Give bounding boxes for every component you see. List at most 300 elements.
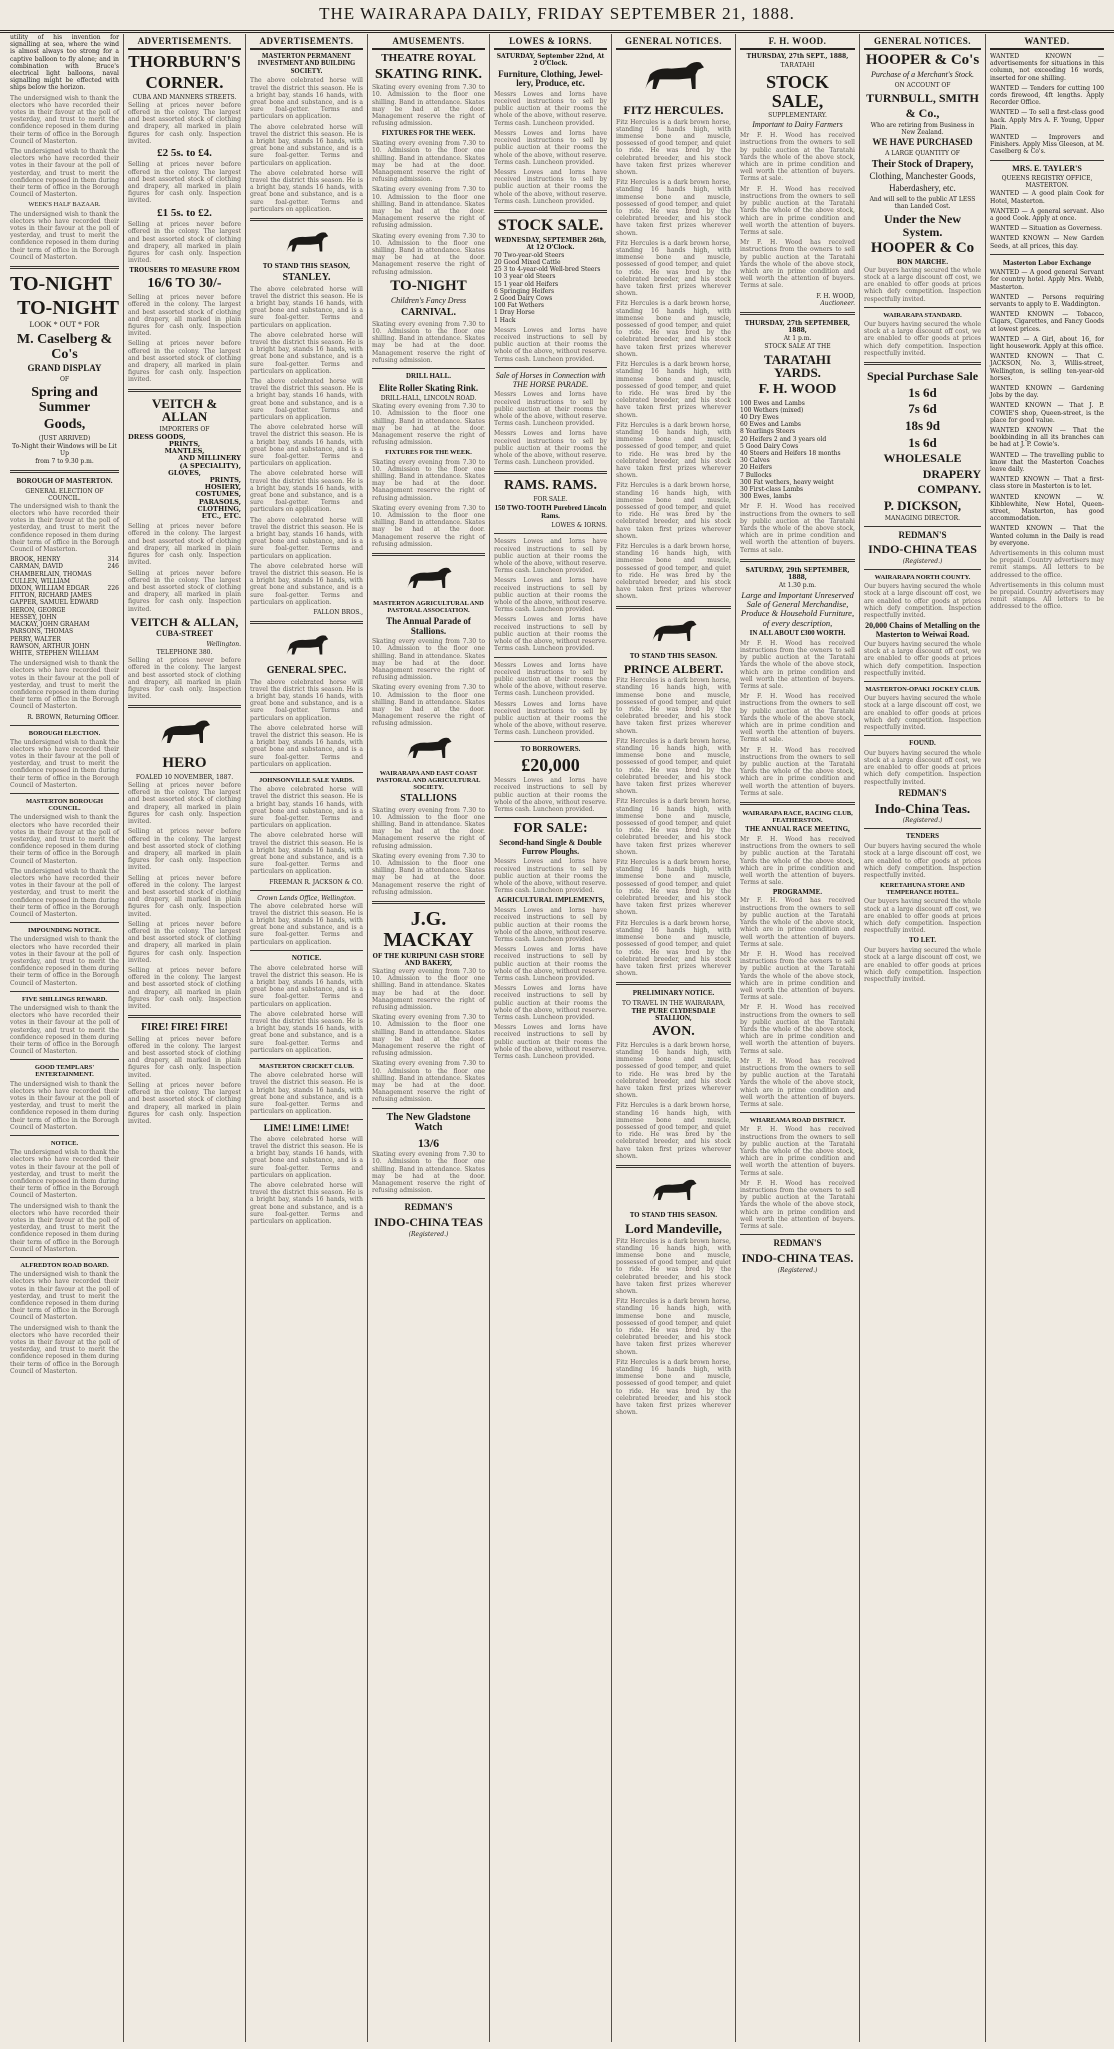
clothing-line: Clothing, Manchester Goods, — [869, 171, 976, 182]
filler-text: Selling at prices never before offered in the colony. The largest and best assorted stock of clothing and drapery, all marked in plain figures for cash only. Inspection invited. — [128, 569, 241, 613]
hooper-footer: HOOPER & Co — [870, 240, 975, 257]
co-heading: & Co., — [905, 106, 940, 121]
horse-illustration — [399, 561, 459, 597]
divider — [10, 793, 119, 794]
filler-text: Skating every evening from 7.30 to 10. Admission to the floor one shilling. Band in attendance. Skates may be had at the door. Management reserve the right of refusing admission. — [372, 806, 485, 850]
purchase-heading: Purchase of a Merchant's Stock. — [870, 69, 975, 79]
filler-text: Skating every evening from 7.30 to 10. Admission to the floor one shilling. Band in attendance. Skates may be had at the door. Management reserve the right of refusing admission. — [372, 84, 485, 128]
stock-item: 8 Yearlings Steers — [740, 428, 796, 436]
candidate-row: HESSEY, JOHN — [10, 613, 57, 621]
candidate-list — [10, 556, 119, 657]
column-header: ADVERTISEMENTS. — [250, 34, 363, 50]
filler-text: Selling at prices never before offered in the colony. The largest and best assorted stock of clothing and drapery, all marked in plain figures for cash only. Inspection invited. — [128, 828, 241, 872]
goods-item: COSTUMES, — [195, 490, 241, 499]
time-label-2: At 1.30 p.m. — [778, 581, 817, 589]
lookout-line: LOOK * OUT * FOR — [29, 320, 100, 330]
supplementary-label: SUPPLEMENTARY. — [768, 112, 827, 120]
alfredton-heading: ALFREDTON ROAD BOARD. — [20, 1262, 109, 1270]
we-have-purchased: WE HAVE PURCHASED — [872, 136, 973, 147]
thursday-date: THURSDAY, 27th SEPTEMBER, 1888, — [744, 319, 851, 334]
candidate-row: RAWSON, ARTHUR JOHN — [10, 642, 90, 650]
column-6 — [612, 34, 736, 2042]
filler-text: Fitz Hercules is a dark brown horse, standing 16 hands high, with immense bone and muscle, possessed of good temper, and quiet to ride. He was bred by the celebrated breeder, and his stock have taken first prizes wherever shown. — [616, 421, 731, 480]
stock-item: 20 Heifers 2 and 3 years old — [740, 435, 827, 443]
horse-illustration — [279, 629, 335, 663]
filler-text: Fitz Hercules is a dark brown horse, standing 16 hands high, with immense bone and muscle, possessed of good temper, and quiet to ride. He was bred by the celebrated breeder, and his stock have taken first prizes wherever shown. — [616, 798, 731, 856]
divider — [128, 389, 241, 392]
registered-label: (Registered.) — [777, 1266, 818, 1274]
column-7 — [736, 34, 860, 2042]
carnival-heading: CARNIVAL. — [400, 307, 457, 319]
wanted-item: WANTED — Improvers and Finishers. Apply Miss Gleeson, at M. Caselberg & Co's. — [990, 134, 1104, 156]
divider — [250, 621, 363, 624]
wellington-label: Wellington. — [206, 641, 241, 649]
divider — [864, 362, 981, 365]
stock-list — [740, 400, 855, 501]
road-district-heading: WHAREAMA ROAD DISTRICT. — [749, 1117, 846, 1125]
filler-text: The above celebrated horse will travel the district this season. He is a bright bay, stands 16 hands, with great bone and substance, and is a sure foal-getter. Terms and particulars on application. — [250, 902, 363, 946]
filler-text: Selling at prices never before offered in the colony. The largest and best assorted stock of clothing and drapery, all marked in plain figures for cash only. Inspection invited. — [128, 874, 241, 918]
candidate-row: CULLEN, WILLIAM — [10, 577, 71, 585]
cricket-heading: MASTERTON CRICKET CLUB. — [259, 1062, 354, 1070]
filler-text: The above celebrated horse will travel the district this season. He is a bright bay, stands 16 hands, with great bone and substance, and is a sure foal-getter. Terms and particulars on application. — [250, 470, 363, 514]
stand-heading-2: TO STAND THIS SEASON. — [629, 1211, 718, 1219]
rams-heading: RAMS. RAMS. — [504, 478, 597, 494]
election-heading: BOROUGH ELECTION. — [28, 729, 101, 737]
filler-text: Fitz Hercules is a dark brown horse, standing 16 hands high, with immense bone and muscle, possessed of good temper, and quiet to ride. He was bred by the celebrated breeder, and his stock have taken first prizes wherever shown. — [616, 1358, 731, 1417]
society-heading: MASTERTON PERMANENT INVESTMENT AND BUILDING SOCIETY. — [257, 53, 356, 75]
divider — [990, 160, 1104, 161]
divider — [372, 368, 485, 369]
divider — [864, 681, 981, 682]
drill-hall-heading: DRILL HALL. — [405, 372, 452, 381]
filler-text: Skating every evening from 7.30 to 10. Admission to the floor one shilling. Band in attendance. Skates may be had at the door. Management reserve the right of refusing admission. — [372, 1060, 485, 1104]
freeman-signature: FREEMAN R. JACKSON & CO. — [269, 878, 363, 886]
filler-text: Mr F. H. Wood has received instructions from the owners to sell by public auction at the Taratahi Yards the whole of the above stock, which are in prime condition and well worth the attention of buyers. Terms at sale. — [740, 746, 855, 797]
divider — [740, 1234, 855, 1235]
filler-text: Messrs Lowes and Iorns have received instructions to sell by public auction at their rooms the whole of the above, without reserve. Terms cash. Luncheon provided. — [494, 700, 607, 737]
livestock-item: 6 Springing Heifers — [494, 287, 555, 295]
filler-text: Mr F. H. Wood has received instructions from the owners to sell by public auction at the Taratahi Yards the whole of the above stock, which are in prime condition and well worth the attention of buyers. Terms at sale. — [740, 1057, 855, 1108]
wanted-item: WANTED KNOWN — That C. JACKSON, No. 3, Willis-street, Wellington, is selling ten-year-old horses. — [990, 353, 1104, 382]
redman-heading: REDMAN'S — [773, 1238, 822, 1249]
auctioneer-label: Auctioneer. — [820, 299, 855, 307]
filler-text: Messrs Lowes and Iorns have received instructions to sell by public auction at their rooms the whole of the above, without reserve. Terms cash. Luncheon provided. — [494, 430, 607, 467]
divider — [494, 367, 607, 368]
divider — [10, 1135, 119, 1136]
filler-text: Messrs Lowes and Iorns have received instructions to sell by public auction at their rooms the whole of the above, without reserve. Terms cash. Luncheon provided. — [494, 326, 607, 363]
time-label: At 1 p.m. — [783, 334, 812, 342]
divider — [10, 922, 119, 923]
found-heading: FOUND. — [909, 739, 936, 748]
money-amount: £20,000 — [521, 755, 580, 776]
sale-yards-heading: JOHNSONVILLE SALE YARDS. — [258, 777, 355, 785]
fixtures-heading-2: FIXTURES FOR THE WEEK. — [385, 449, 472, 457]
goods-heading: Goods, — [43, 417, 86, 433]
filler-text: Fitz Hercules is a dark brown horse, standing 16 hands high, with immense bone and muscle, possessed of good temper, and quiet to ride. He was bred by the celebrated breeder, and his stock have taken first prizes wherever shown. — [616, 677, 731, 735]
large-quantity: A LARGE QUANTITY OF — [885, 149, 960, 157]
stock-item: 300 Ewes, lambs — [740, 493, 792, 501]
livestock-item: 15 1 year old Heifers — [494, 280, 559, 288]
filler-text: Skating every evening from 7.30 to 10. Admission to the floor one shilling. Band in attendance. Skates may be had at the door. Management reserve the right of refusing admission. — [372, 458, 485, 502]
price-2: 7s 6d — [908, 401, 937, 417]
filler-text: Messrs Lowes and Iorns have received instructions to sell by public auction at their rooms the whole of the above, without reserve. Terms cash. Luncheon provided. — [494, 168, 607, 205]
filler-text: The undersigned wish to thank the electors who have recorded their votes in their favour at the poll of yesterday, and trust to merit the confidence reposed in them during their term of office in the Borough Council of Masterton. — [10, 1324, 119, 1375]
sale-date: SATURDAY, September 22nd, At 2 O'Clock. — [496, 53, 605, 67]
divider — [372, 553, 485, 556]
drill-street: DRILL-HALL, LINCOLN ROAD. — [380, 395, 477, 403]
stock-item: 30 Calves — [740, 457, 770, 465]
filler-text: The undersigned wish to thank the electors who have recorded their votes in their favour at the poll of yesterday, and trust to merit the confidence reposed in them during their term of office in the Borough Council of Masterton. — [10, 936, 119, 987]
good-templars-heading: GOOD TEMPLARS' ENTERTAINMENT. — [34, 1064, 95, 1079]
council-heading: MASTERTON BOROUGH COUNCIL. — [25, 798, 104, 813]
candidate-row: BROOK, HENRY 314 — [10, 556, 119, 564]
thorburn-heading: THORBURN'S — [128, 52, 241, 71]
veitch-heading: VEITCH & ALLAN — [151, 395, 218, 425]
divider — [864, 307, 981, 308]
wanted-item: WANTED KNOWN — That the bookbinding in all its branches can be had at J. P. Cowie's. — [990, 426, 1104, 449]
filler-text: Selling at prices never before offered in the colony. The largest and best assorted stock of clothing and drapery, all marked in plain figures for cash only. Inspection invited. — [128, 657, 241, 701]
wanted-item: WANTED KNOWN — That J. P. COWIE'S shop, Queen-street, is the place for good value. — [990, 402, 1104, 424]
filler-text: The undersigned wish to thank the electors who have recorded their votes in their favour at the poll of yesterday, and trust to merit the confidence reposed in them during their term of office in the Borough Council of Masterton. — [10, 1271, 119, 1322]
wanted-item: WANTED KNOWN — That a first-class store in Masterton is to let. — [990, 476, 1104, 491]
livestock-item: 20 Good Mixed Cattle — [494, 258, 561, 266]
column-header: GENERAL NOTICES. — [616, 34, 731, 50]
livestock-item: 100 Fat Wethers — [494, 302, 545, 310]
filler-text: Fitz Hercules is a dark brown horse, standing 16 hands high, with immense bone and muscle, possessed of good temper, and quiet to ride. He was bred by the celebrated breeder, and his stock have taken first prizes wherever shown. — [616, 179, 731, 237]
candidate-row: WHITE, STEPHEN WILLIAM — [10, 649, 99, 657]
notice-heading: NOTICE. — [291, 953, 322, 962]
candidate-row: PARSONS, THOMAS — [10, 628, 74, 636]
filler-text: Fitz Hercules is a dark brown horse, standing 16 hands high, with immense bone and muscle, possessed of good temper, and quiet to ride. He was bred by the celebrated breeder, and his stock have taken first prizes wherever shown. — [616, 118, 731, 177]
hours-line: from 7 to 9.30 p.m. — [35, 458, 94, 466]
watch-price: 13/6 — [417, 1135, 440, 1150]
goods-item: PRINTS, — [168, 440, 201, 449]
divider — [250, 950, 363, 951]
filler-text: Skating every evening from 7.30 to 10. Admission to the floor one shilling. Band in attendance. Skates may be had at the door. Management reserve the right of refusing admission. — [372, 140, 485, 184]
indo-china-heading-2: Indo-China Teas. — [874, 800, 971, 816]
filler-text: Fitz Hercules is a dark brown horse, standing 16 hands high, with immense bone and muscle, possessed of good temper, and quiet to ride. He was bred by the celebrated breeder, and his stock have taken first prizes wherever shown. — [616, 1237, 731, 1295]
filler-text: Fitz Hercules is a dark brown horse, standing 16 hands high, with immense bone and muscle, possessed of good temper, and quiet to ride. He was bred by the celebrated breeder, and his stock have taken first prizes wherever shown. — [616, 919, 731, 978]
drapery-heading: DRAPERY — [922, 466, 981, 481]
goods-list — [128, 434, 241, 520]
trousers-heading: TROUSERS TO MEASURE FROM — [129, 267, 240, 275]
stallions-heading: STALLIONS — [400, 793, 457, 804]
registered-label-2: (Registered.) — [902, 817, 943, 825]
sale-value: IN ALL ABOUT £300 WORTH. — [749, 629, 846, 638]
divider — [864, 569, 981, 570]
filler-text: Mr F. H. Wood has received instructions from the owners to sell by public auction at the Taratahi Yards the whole of the above stock, which are in prime condition and well worth the attention of buyers. Terms at sale. — [740, 1126, 855, 1177]
fitz-hercules-heading: FITZ HERCULES. — [623, 103, 724, 117]
filler-text: Mr F. H. Wood has received instructions from the owners to sell by public auction at the Taratahi Yards the whole of the above stock, which are in prime condition and well worth the attention of buyers. Terms at sale. — [740, 1004, 855, 1055]
divider — [494, 533, 607, 534]
filler-text: Skating every evening from 7.30 to 10. Admission to the floor one shilling. Band in attendance. Skates may be had at the door. Management reserve the right of refusing admission. — [372, 320, 485, 364]
of-label: OF — [59, 376, 70, 384]
general-election: GENERAL ELECTION OF COUNCIL. — [25, 487, 104, 502]
divider — [864, 526, 981, 527]
price-range-2: £1 5s. to £2. — [157, 206, 212, 219]
price-1: 1s 6d — [908, 384, 937, 400]
goods-item: (A SPECIALITY), — [179, 461, 241, 470]
cuba-street: CUBA-STREET — [156, 629, 213, 639]
candidate-row: DIXON, WILLIAM EDGAR 226 — [10, 585, 119, 593]
filler-text: The undersigned wish to thank the electors who have recorded their votes in their favour at the poll of yesterday, and trust to merit the confidence reposed in them during their term of office in the Borough Council of Masterton. — [10, 502, 119, 554]
candidate-row: PERRY, WALTER — [10, 635, 61, 643]
divider — [740, 1112, 855, 1113]
filler-text: The above celebrated horse will travel the district this season. He is a bright bay, stands 16 hands, with great bone and substance, and is a sure foal-getter. Terms and particulars on application. — [250, 331, 363, 375]
caselberg-heading: M. Caselberg & Co's — [16, 331, 113, 362]
travel-heading: TO TRAVEL IN THE WAIRARAPA, — [621, 1000, 726, 1007]
just-arrived: (JUST ARRIVED) — [38, 435, 91, 443]
wanted-item: WANTED — The travelling public to know that the Masterton Coaches leave daily. — [990, 451, 1104, 473]
horse-illustration — [153, 713, 217, 753]
preliminary-notice: PRELIMINARY NOTICE. — [632, 989, 715, 998]
filler-text: Fitz Hercules is a dark brown horse, standing 16 hands high, with immense bone and muscle, possessed of good temper, and quiet to ride. He was bred by the celebrated breeder, and his stock have taken first prizes wherever shown. — [616, 1041, 731, 1100]
theatre-heading: THEATRE ROYAL — [381, 52, 476, 64]
bazaar-heading: WEEK'S HALF BAZAAR. — [28, 201, 101, 209]
livestock-item: 1 Hack — [494, 316, 516, 324]
filler-text: The undersigned wish to thank the electors who have recorded their votes in their favour at the poll of yesterday, and trust to merit the confidence reposed in them during their term of office in the Borough Council of Masterton. — [10, 1149, 119, 1200]
pastoral-heading: MASTERTON AGRICULTURAL AND PASTORAL ASSOCIATION. — [373, 599, 484, 615]
filler-text: Selling at prices never before offered in the colony. The largest and best assorted stock of clothing and drapery, all marked in plain figures for cash only. Inspection invited. — [128, 966, 241, 1010]
filler-text: Skating every evening from 7.30 to 10. Admission to the floor one shilling. Band in attendance. Skates may be had at the door. Management reserve the right of refusing admission. — [372, 232, 485, 276]
divider — [864, 735, 981, 736]
filler-text: Skating every evening from 7.30 to 10. Admission to the floor one shilling. Band in attendance. Skates may be had at the door. Management reserve the right of refusing admission. — [372, 967, 485, 1011]
filler-text: Selling at prices never before offered in the colony. The largest and best assorted stock of clothing and drapery, all marked in plain figures for cash only. Inspection invited. — [128, 523, 241, 567]
filler-text: Mr F. H. Wood has received instructions from the owners to sell by public auction at the Taratahi Yards the whole of the above stock, which are in prime condition and well worth the attention of buyers. Terms at sale. — [740, 897, 855, 948]
fire-heading: FIRE! FIRE! FIRE! — [141, 1022, 228, 1034]
wanted-item: WANTED — A good plain Cook for Hotel, Masterton. — [990, 190, 1104, 205]
filler-text: The above celebrated horse will travel the district this season. He is a bright bay, stands 16 hands, with great bone and substance, and is a sure foal-getter. Terms and particulars on application. — [250, 678, 363, 722]
tonight-right: TO-NIGHT — [17, 297, 119, 320]
goods-item: DRESS GOODS, — [128, 432, 186, 441]
filler-text: The above celebrated horse will travel the district this season. He is a bright bay, stands 16 hands, with great bone and substance, and is a sure foal-getter. Terms and particulars on application. — [250, 832, 363, 876]
divider — [250, 772, 363, 773]
mackay-heading: J.G. MACKAY — [383, 907, 474, 951]
column-1 — [6, 34, 124, 2042]
column-9 — [986, 34, 1108, 2042]
parade-heading: The Annual Parade of Stallions. — [386, 616, 471, 636]
filler-text: Selling at prices never before offered in the colony. The largest and best assorted stock of clothing and drapery, all marked in plain figures for cash only. Inspection invited. — [128, 101, 241, 145]
divider — [250, 1058, 363, 1059]
stand-heading: TO STAND THIS SEASON. — [629, 652, 718, 660]
filler-text: Skating every evening from 7.30 to 10. Admission to the floor one shilling. Band in attendance. Skates may be had at the door. Management reserve the right of refusing admission. — [372, 186, 485, 230]
filler-text: The undersigned wish to thank the electors who have recorded their votes in their favour at the poll of yesterday, and trust to merit the confidence reposed in them during their term of office in the Borough Council of Masterton. — [10, 1202, 119, 1253]
filler-text: Fitz Hercules is a dark brown horse, standing 16 hands high, with immense bone and muscle, possessed of good temper, and quiet to ride. He was bred by the celebrated breeder, and his stock have taken first prizes wherever shown. — [616, 361, 731, 419]
price-range-3: 16/6 TO 30/- — [147, 276, 222, 292]
horse-illustration — [634, 53, 714, 101]
column-2 — [124, 34, 246, 2042]
lowes-signature: LOWES & IORNS. — [551, 522, 607, 530]
divider — [10, 1059, 119, 1060]
filler-text: Skating every evening from 7.30 to 10. Admission to the floor one shilling. Band in attendance. Skates may be had at the door. Management reserve the right of refusing admission. — [372, 1014, 485, 1058]
chains-heading: 20,000 Chains of Metalling on the Masterton to Weiwai Road. — [865, 621, 980, 639]
divider — [494, 210, 607, 213]
filler-text: Selling at prices never before offered in the colony. The largest and best assorted stock of clothing and drapery, all marked in plain figures for cash only. Inspection invited. — [128, 161, 241, 205]
carnival-subheading: Children's Fancy Dress — [390, 295, 467, 305]
wanted-item: WANTED KNOWN — That the Wanted column in the Daily is read by everyone. — [990, 525, 1104, 547]
filler-text: Advertisements in this column must be prepaid. Country advertisers may remit stamps. All letters to be addressed to the office. — [990, 581, 1104, 611]
bon-marche: BON MARCHE. — [896, 258, 949, 266]
filler-text: Selling at prices never before offered in the colony. The largest and best assorted stock of clothing and drapery, all marked in plain figures for cash only. Inspection invited. — [128, 920, 241, 964]
filler-text: The undersigned wish to thank the electors who have recorded their votes in their favour at the poll of yesterday, and trust to merit the confidence reposed in them during their term of office in the Borough Council of Masterton. — [10, 660, 119, 711]
column-5 — [490, 34, 612, 2042]
divider — [10, 470, 119, 473]
filler-text: Advertisements in this column must be prepaid. Country advertisers may remit stamps. All letters to be addressed to the office. — [990, 550, 1104, 579]
divider — [740, 559, 855, 562]
divider — [616, 1165, 731, 1168]
filler-text: Fitz Hercules is a dark brown horse, standing 16 hands high, with immense bone and muscle, possessed of good temper, and quiet to ride. He was bred by the celebrated breeder, and his stock have taken first prizes wherever shown. — [616, 859, 731, 917]
ploughs-heading: Second-hand Single & Double Furrow Ploughs. — [499, 837, 602, 856]
filler-text: The above celebrated horse will travel the district this season. He is a bright bay, stands 16 hands, with great bone and substance, and is a sure foal-getter. Terms and particulars on application. — [250, 424, 363, 468]
column-header: LOWES & IORNS. — [494, 34, 607, 50]
livestock-item: 2 Good Dairy Cows — [494, 294, 553, 302]
stock-item: 30 First-class Lambs — [740, 485, 804, 493]
goods-item: ETC., ETC. — [201, 512, 241, 521]
corner-heading: CORNER. — [145, 72, 224, 92]
registered-label: (Registered.) — [902, 558, 943, 566]
divider — [10, 1257, 119, 1258]
candidate-row: HERON, GEORGE — [10, 606, 66, 614]
wholesale-heading: WHOLESALE — [883, 451, 962, 466]
goods-item: PARASOLS, — [198, 497, 241, 506]
filler-text: Mr F. H. Wood has received instructions from the owners to sell by public auction at the Taratahi Yards the whole of the above stock, which are in prime condition and well worth the attention of buyers. Terms at sale. — [740, 836, 855, 887]
race-meeting-heading: THE ANNUAL RACE MEETING, — [745, 825, 850, 834]
filler-text: Selling at prices never before offered in the colony. The largest and best assorted stock of clothing and drapery, all marked in plain figures for cash only. Inspection invited. — [128, 1081, 241, 1125]
landed-cost: And will sell to the public AT LESS than Landed Cost. — [869, 195, 976, 210]
filler-text: Skating every evening from 7.30 to 10. Admission to the floor one shilling. Band in attendance. Skates may be had at the door. Management reserve the right of refusing admission. — [372, 504, 485, 548]
wanted-item: WANTED KNOWN — advertisements for situations in this column, not exceeding 16 words, inserted for one shilling. — [990, 53, 1104, 82]
registry-heading: QUEENS REGISTRY OFFICE, MASTERTON. — [1001, 175, 1093, 190]
price-3: 18s 9d — [904, 417, 941, 433]
goods-item: GLOVES, — [168, 468, 201, 477]
filler-text: Messrs Lowes and Iorns have received instructions to sell by public auction at their rooms the whole of the above, without reserve. Terms cash. Luncheon provided. — [494, 391, 607, 428]
column-header: GENERAL NOTICES. — [864, 34, 981, 50]
labor-exchange-heading: Masterton Labor Exchange — [1002, 257, 1092, 267]
candidate-row: GAPPER, SAMUEL EDWARD — [10, 599, 99, 607]
candidate-row: FITTON, RICHARD JAMES — [10, 592, 92, 600]
filler-text: Fitz Hercules is a dark brown horse, standing 16 hands high, with immense bone and muscle, possessed of good temper, and quiet to ride. He was bred by the celebrated breeder, and his stock have taken first prizes wherever shown. — [616, 300, 731, 358]
goods-item: CLOTHING, — [197, 504, 241, 513]
filler-text: The above celebrated horse will travel the district this season. He is a bright bay, stands 16 hands, with great bone and substance, and is a sure foal-getter. Terms and particulars on application. — [250, 1135, 363, 1179]
filler-text: Our buyers having secured the whole stock at a large discount off cost, we are enabled to offer goods at prices which defy competition. Inspection respectfully invited. — [864, 749, 981, 786]
candidate-row: CARMAN, DAVID 246 — [10, 563, 119, 571]
filler-text: Messrs Lowes and Iorns have received instructions to sell by public auction at their rooms the whole of the above, without reserve. Terms cash. Luncheon provided. — [494, 777, 607, 813]
notice-heading: NOTICE. — [50, 1140, 79, 1148]
wanted-item: WANTED KNOWN — New Garden Seeds, at all prices, this day. — [990, 235, 1104, 250]
rams-description: 150 TWO-TOOTH Purebred Lincoln Rams. — [494, 504, 607, 520]
horse-illustration — [279, 226, 335, 260]
filler-text: Messrs Lowes and Iorns have received instructions to sell by public auction at their rooms the whole of the above, without reserve. Terms cash. Luncheon provided. — [494, 129, 607, 166]
store-hotel-heading: KERETAHUNA STORE AND TEMPERANCE HOTEL. — [880, 882, 965, 897]
spring-summer: Spring and Summer — [31, 385, 98, 415]
horse-illustration — [644, 614, 704, 650]
filler-text: Messrs Lowes and Iorns have received instructions to sell by public auction at their rooms the whole of the above, without reserve. Terms cash. Luncheon provided. — [494, 577, 607, 614]
divider — [10, 991, 119, 992]
dairy-farmers-heading: Important to Dairy Farmers — [752, 120, 843, 130]
tonight-heading: TO-NIGHT — [390, 277, 467, 294]
goods-item: MANTLES, — [164, 447, 205, 456]
filler-text: Messrs Lowes and Iorns have received instructions to sell by public auction at their rooms the whole of the above, without reserve. Terms cash. Luncheon provided. — [494, 907, 607, 943]
filler-text: The above celebrated horse will travel the district this season. He is a bright bay, stands 16 hands, with great bone and substance, and is a sure foal-getter. Terms and particulars on application. — [250, 562, 363, 606]
wanted-item: WANTED — A good general Servant for country hotel. Apply Mrs. Webb, Masterton. — [990, 269, 1104, 291]
wanted-item: WANTED — Tenders for cutting 100 cords firewood, 4ft lengths. Apply Recorder Office. — [990, 84, 1104, 107]
divider — [740, 312, 855, 315]
filler-text: Selling at prices never before offered in the colony. The largest and best assorted stock of clothing and drapery, all marked in plain figures for cash only. Inspection invited. — [128, 294, 241, 338]
lord-mandeville-heading: Lord Mandeville, — [625, 1220, 722, 1236]
filler-text: Messrs Lowes and Iorns have received instructions to sell by public auction at their rooms the whole of the above, without reserve. Terms cash. Luncheon provided. — [494, 90, 607, 127]
column-8 — [860, 34, 986, 2042]
taylor-heading: MRS. E. TAYLER'S — [1012, 163, 1082, 173]
filler-text: Fitz Hercules is a dark brown horse, standing 16 hands high, with immense bone and muscle, possessed of good temper, and quiet to ride. He was bred by the celebrated breeder, and his stock have taken first prizes wherever shown. — [616, 1102, 731, 1160]
tonight-left: TO-NIGHT — [10, 273, 112, 296]
borough-heading: BOROUGH OF MASTERTON. — [16, 477, 113, 486]
saturday-date: SATURDAY, 29th SEPTEMBER, 1888, — [745, 566, 850, 581]
filler-text: The above celebrated horse will travel the district this season. He is a bright bay, stands 16 hands, with great bone and substance, and is a sure foal-getter. Terms and particulars on application. — [250, 123, 363, 167]
column-header: ADVERTISEMENTS. — [128, 34, 241, 50]
divider — [250, 1119, 363, 1120]
columns — [6, 34, 1108, 2044]
general-spec-heading: GENERAL SPEC. — [266, 665, 347, 677]
on-account-label: ON ACCOUNT OF — [894, 81, 951, 89]
filler-text: Skating every evening from 7.30 to 10. Admission to the floor one shilling. Band in attendance. Skates may be had at the door. Management reserve the right of refusing admission. — [372, 1151, 485, 1195]
livestock-list — [494, 252, 607, 324]
stock-item: 100 Wethers (mixed) — [740, 406, 804, 414]
wanted-item: WANTED — A general servant. Also a good Cook. Apply at once. — [990, 207, 1104, 223]
elite-heading: Elite Roller Skating Rink. — [378, 382, 479, 393]
filler-text: The above celebrated horse will travel the district this season. He is a bright bay, stands 16 hands, with great bone and substance, and is a sure foal-getter. Terms and particulars on application. — [250, 786, 363, 830]
filler-text: Mr F. H. Wood has received instructions from the owners to sell by public auction at the Taratahi Yards the whole of the above stock, which are in prime condition and well worth the attention of buyers. Terms at sale. — [740, 693, 855, 744]
for-sale-label: FOR SALE. — [533, 496, 568, 504]
column-header: F. H. WOOD. — [740, 34, 855, 50]
wanted-item: WANTED — Persons requiring servants to apply to E. Waddington. — [990, 293, 1104, 308]
dickson-heading: P. DICKSON, — [883, 497, 962, 513]
indo-china-heading: INDO-CHINA TEAS — [868, 542, 977, 557]
lime-heading: LIME! LIME! LIME! — [263, 1123, 350, 1134]
redman-heading-2: REDMAN'S — [898, 787, 947, 798]
filler-text: Messrs Lowes and Iorns have received instructions to sell by public auction at their rooms the whole of the above, without reserve. Terms cash. Luncheon provided. — [494, 538, 607, 575]
fixtures-heading: FIXTURES FOR THE WEEK. — [381, 129, 476, 138]
wanted-item: WANTED KNOWN — Tobacco, Cigars, Cigarettes, and Fancy Goods at lowest prices. — [990, 311, 1104, 333]
hooper-heading: HOOPER & Co's — [865, 52, 980, 68]
turnbull-heading: TURNBULL, SMITH — [866, 90, 979, 105]
indo-china-heading: INDO-CHINA TEAS. — [741, 1251, 854, 1266]
column-4 — [368, 34, 490, 2042]
filler-text: Mr F. H. Wood has received instructions from the owners to sell by public auction at the Taratahi Yards the whole of the above stock, which are in prime condition and well worth the attention of buyers. Terms at sale. — [740, 503, 855, 554]
filler-text: Mr F. H. Wood has received instructions from the owners to sell by public auction at the Taratahi Yards the whole of the above stock, which are in prime condition and well worth the attention of buyers. Terms at sale. — [740, 639, 855, 691]
filler-text: The undersigned wish to thank the electors who have recorded their votes in their favour at the poll of yesterday, and trust to merit the confidence reposed in them during their term of office in the Borough Council of Masterton. — [10, 738, 119, 789]
for-sale-heading: FOR SALE: — [513, 821, 588, 837]
livestock-item: 10 3 year old Steers — [494, 273, 556, 281]
special-sale-heading: Special Purchase Sale — [866, 369, 979, 384]
haberdashery-line: Haberdashery, etc. — [889, 183, 956, 194]
stock-sale-date: WEDNESDAY, SEPTEMBER 26th, At 12 O'Clock. — [494, 236, 607, 251]
fh-wood-heading: F. H. WOOD — [758, 381, 837, 397]
filler-text: Mr F. H. Wood has received instructions from the owners to sell by public auction at the Taratahi Yards the whole of the above stock, which are in prime condition and well worth the attention of buyers. Terms at sale. — [740, 1179, 855, 1230]
filler-text: Our buyers having secured the whole stock at a large discount off cost, we are enabled to offer goods at prices which defy competition. Inspection respectfully invited. — [864, 266, 981, 303]
filler-text: Mr F. H. Wood has received instructions from the owners to sell by public auction at the Taratahi Yards the whole of the above stock, which are in prime condition and well worth the attention of buyers. Terms at sale. — [740, 185, 855, 236]
divider — [990, 254, 1104, 255]
stock-item: 40 Dry Ewes — [740, 413, 779, 421]
divider — [10, 266, 119, 269]
gladstone-heading: The New Gladstone Watch — [386, 1111, 471, 1134]
furniture-heading: Furniture, Clothing, Jewel-lery, Produce, etc. — [498, 69, 603, 89]
programme-heading: PROGRAMME. — [772, 889, 823, 897]
stand-heading: TO STAND THIS SEASON, — [262, 263, 351, 271]
stock-item: 7 Bullocks — [740, 471, 772, 479]
telephone: TELEPHONE 380. — [156, 649, 213, 657]
divider — [864, 828, 981, 829]
